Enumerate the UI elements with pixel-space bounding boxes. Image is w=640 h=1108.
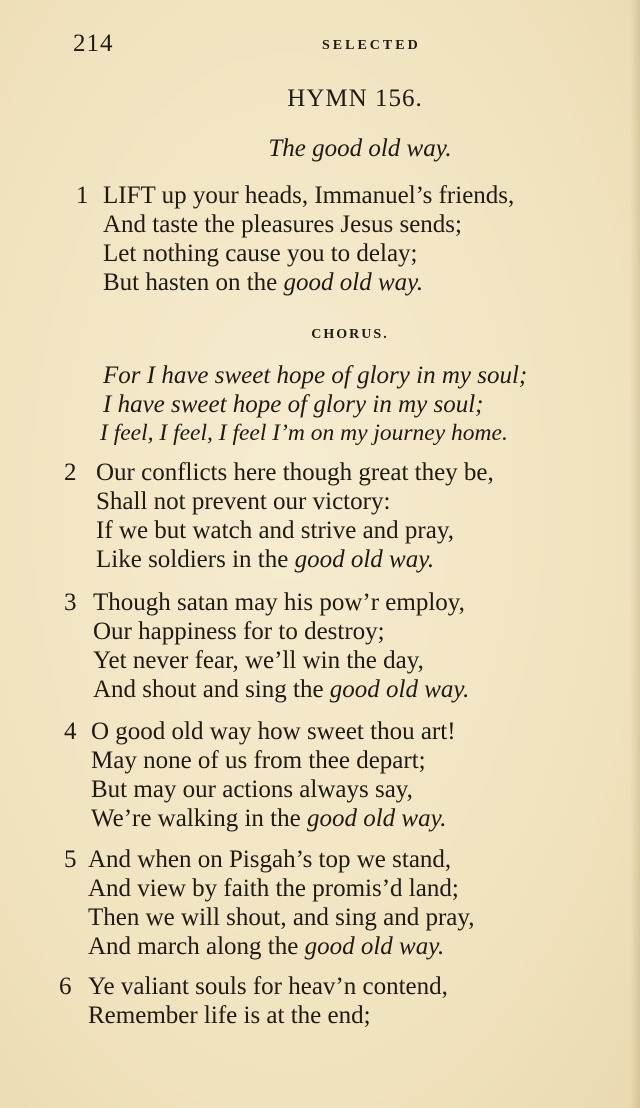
line-text: And shout and sing the xyxy=(93,676,330,703)
stanza-number: 1 xyxy=(76,182,89,209)
line-text: And taste the pleasures Jesus sends; xyxy=(103,211,462,238)
line-text: O good old way how sweet thou art! xyxy=(91,718,456,745)
hymn-subtitle: The good old way. xyxy=(268,135,452,162)
line-text: LIFT up your heads, Immanuel’s friends, xyxy=(103,182,515,209)
line-text: But may our actions always say, xyxy=(91,776,413,803)
stanza-number: 4 xyxy=(64,718,77,745)
stanza-number: 6 xyxy=(59,973,72,1000)
line-text: Let nothing cause you to delay; xyxy=(103,240,418,267)
page-edge-shadow xyxy=(630,0,640,1108)
line-text: Remember life is at the end; xyxy=(88,1002,371,1029)
line-text: For I have sweet hope of glory in my soul; xyxy=(103,362,528,389)
line-text: May none of us from thee depart; xyxy=(91,747,426,774)
line-text: I feel, I feel, I feel I’m on my journey home. xyxy=(100,420,508,446)
line-text: And when on Pisgah’s top we stand, xyxy=(88,846,452,873)
line-text: And march along the xyxy=(88,933,305,960)
chorus-heading: CHORUS. xyxy=(311,327,389,342)
page-number: 214 xyxy=(73,30,114,57)
line-text: If we but watch and strive and pray, xyxy=(96,517,454,544)
line-text: We’re walking in the xyxy=(91,805,307,832)
refrain-italic: good old way. xyxy=(306,805,447,832)
refrain-italic: good old way. xyxy=(304,933,445,960)
line-text: Though satan may his pow’r employ, xyxy=(93,589,465,616)
page-header xyxy=(0,30,640,60)
refrain-italic: good old way. xyxy=(283,269,424,296)
line-text: Our conflicts here though great they be, xyxy=(96,459,494,486)
line-text: Ye valiant souls for heav’n contend, xyxy=(88,973,448,1000)
line-text: But hasten on the xyxy=(103,269,284,296)
running-head: SELECTED xyxy=(322,38,421,53)
hymn-title: HYMN 156. xyxy=(287,85,423,112)
line-text: Shall not prevent our victory: xyxy=(96,488,391,515)
line-text: Then we will shout, and sing and pray, xyxy=(88,904,475,931)
stanza-number: 3 xyxy=(64,589,77,616)
line-text: Like soldiers in the xyxy=(96,546,295,573)
refrain-italic: good old way. xyxy=(294,546,435,573)
line-text: And view by faith the promis’d land; xyxy=(88,875,459,902)
line-text: Our happiness for to destroy; xyxy=(93,618,385,645)
line-text: Yet never fear, we’ll win the day, xyxy=(93,647,424,674)
line-text: I have sweet hope of glory in my soul; xyxy=(103,391,484,418)
stanza-number: 2 xyxy=(64,459,77,486)
stanza-number: 5 xyxy=(64,846,77,873)
refrain-italic: good old way. xyxy=(329,676,470,703)
